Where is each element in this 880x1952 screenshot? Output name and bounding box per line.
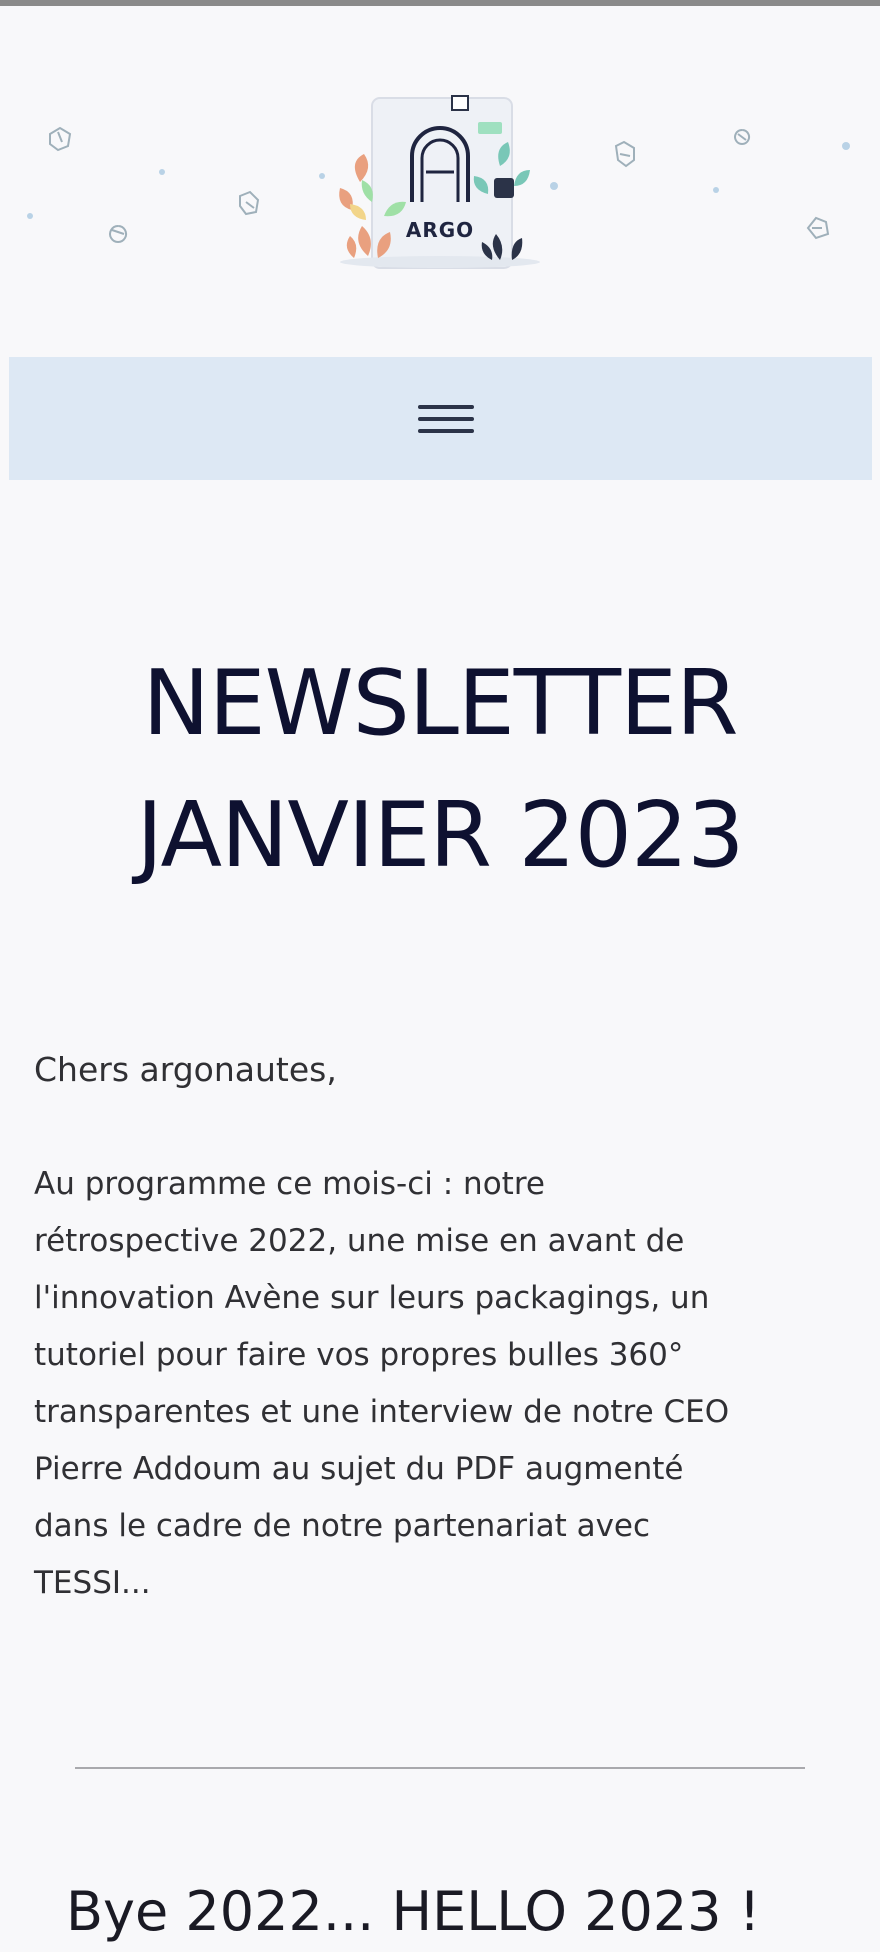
intro-line: Pierre Addoum au sujet du PDF augmenté [34,1451,684,1487]
greeting-text: Chers argonautes, [34,1050,337,1089]
nav-bar [9,357,872,480]
title-line: NEWSLETTER [142,651,738,756]
section-divider [75,1767,805,1769]
section-title: Bye 2022... HELLO 2023 ! [66,1880,761,1943]
intro-line: tutoriel pour faire vos propres bulles 360° [34,1337,684,1373]
page-title [30,638,850,902]
intro-line: transparentes et une interview de notre CEO [34,1394,730,1430]
site-header [0,6,880,356]
brand-logo-text: ARGO [405,218,475,242]
intro-line: dans le cadre de notre partenariat avec [34,1508,651,1544]
header-illustration [0,6,880,356]
intro-paragraph [34,1156,854,1612]
intro-line: l'innovation Avène sur leurs packagings, un [34,1280,710,1316]
intro-line: rétrospective 2022, une mise en avant de [34,1223,685,1259]
intro-line: TESSI... [34,1565,151,1601]
hamburger-menu-icon [418,401,474,437]
menu-button[interactable] [414,393,478,445]
intro-line: Au programme ce mois-ci : notre [34,1166,545,1202]
title-line: JANVIER 2023 [136,783,744,888]
